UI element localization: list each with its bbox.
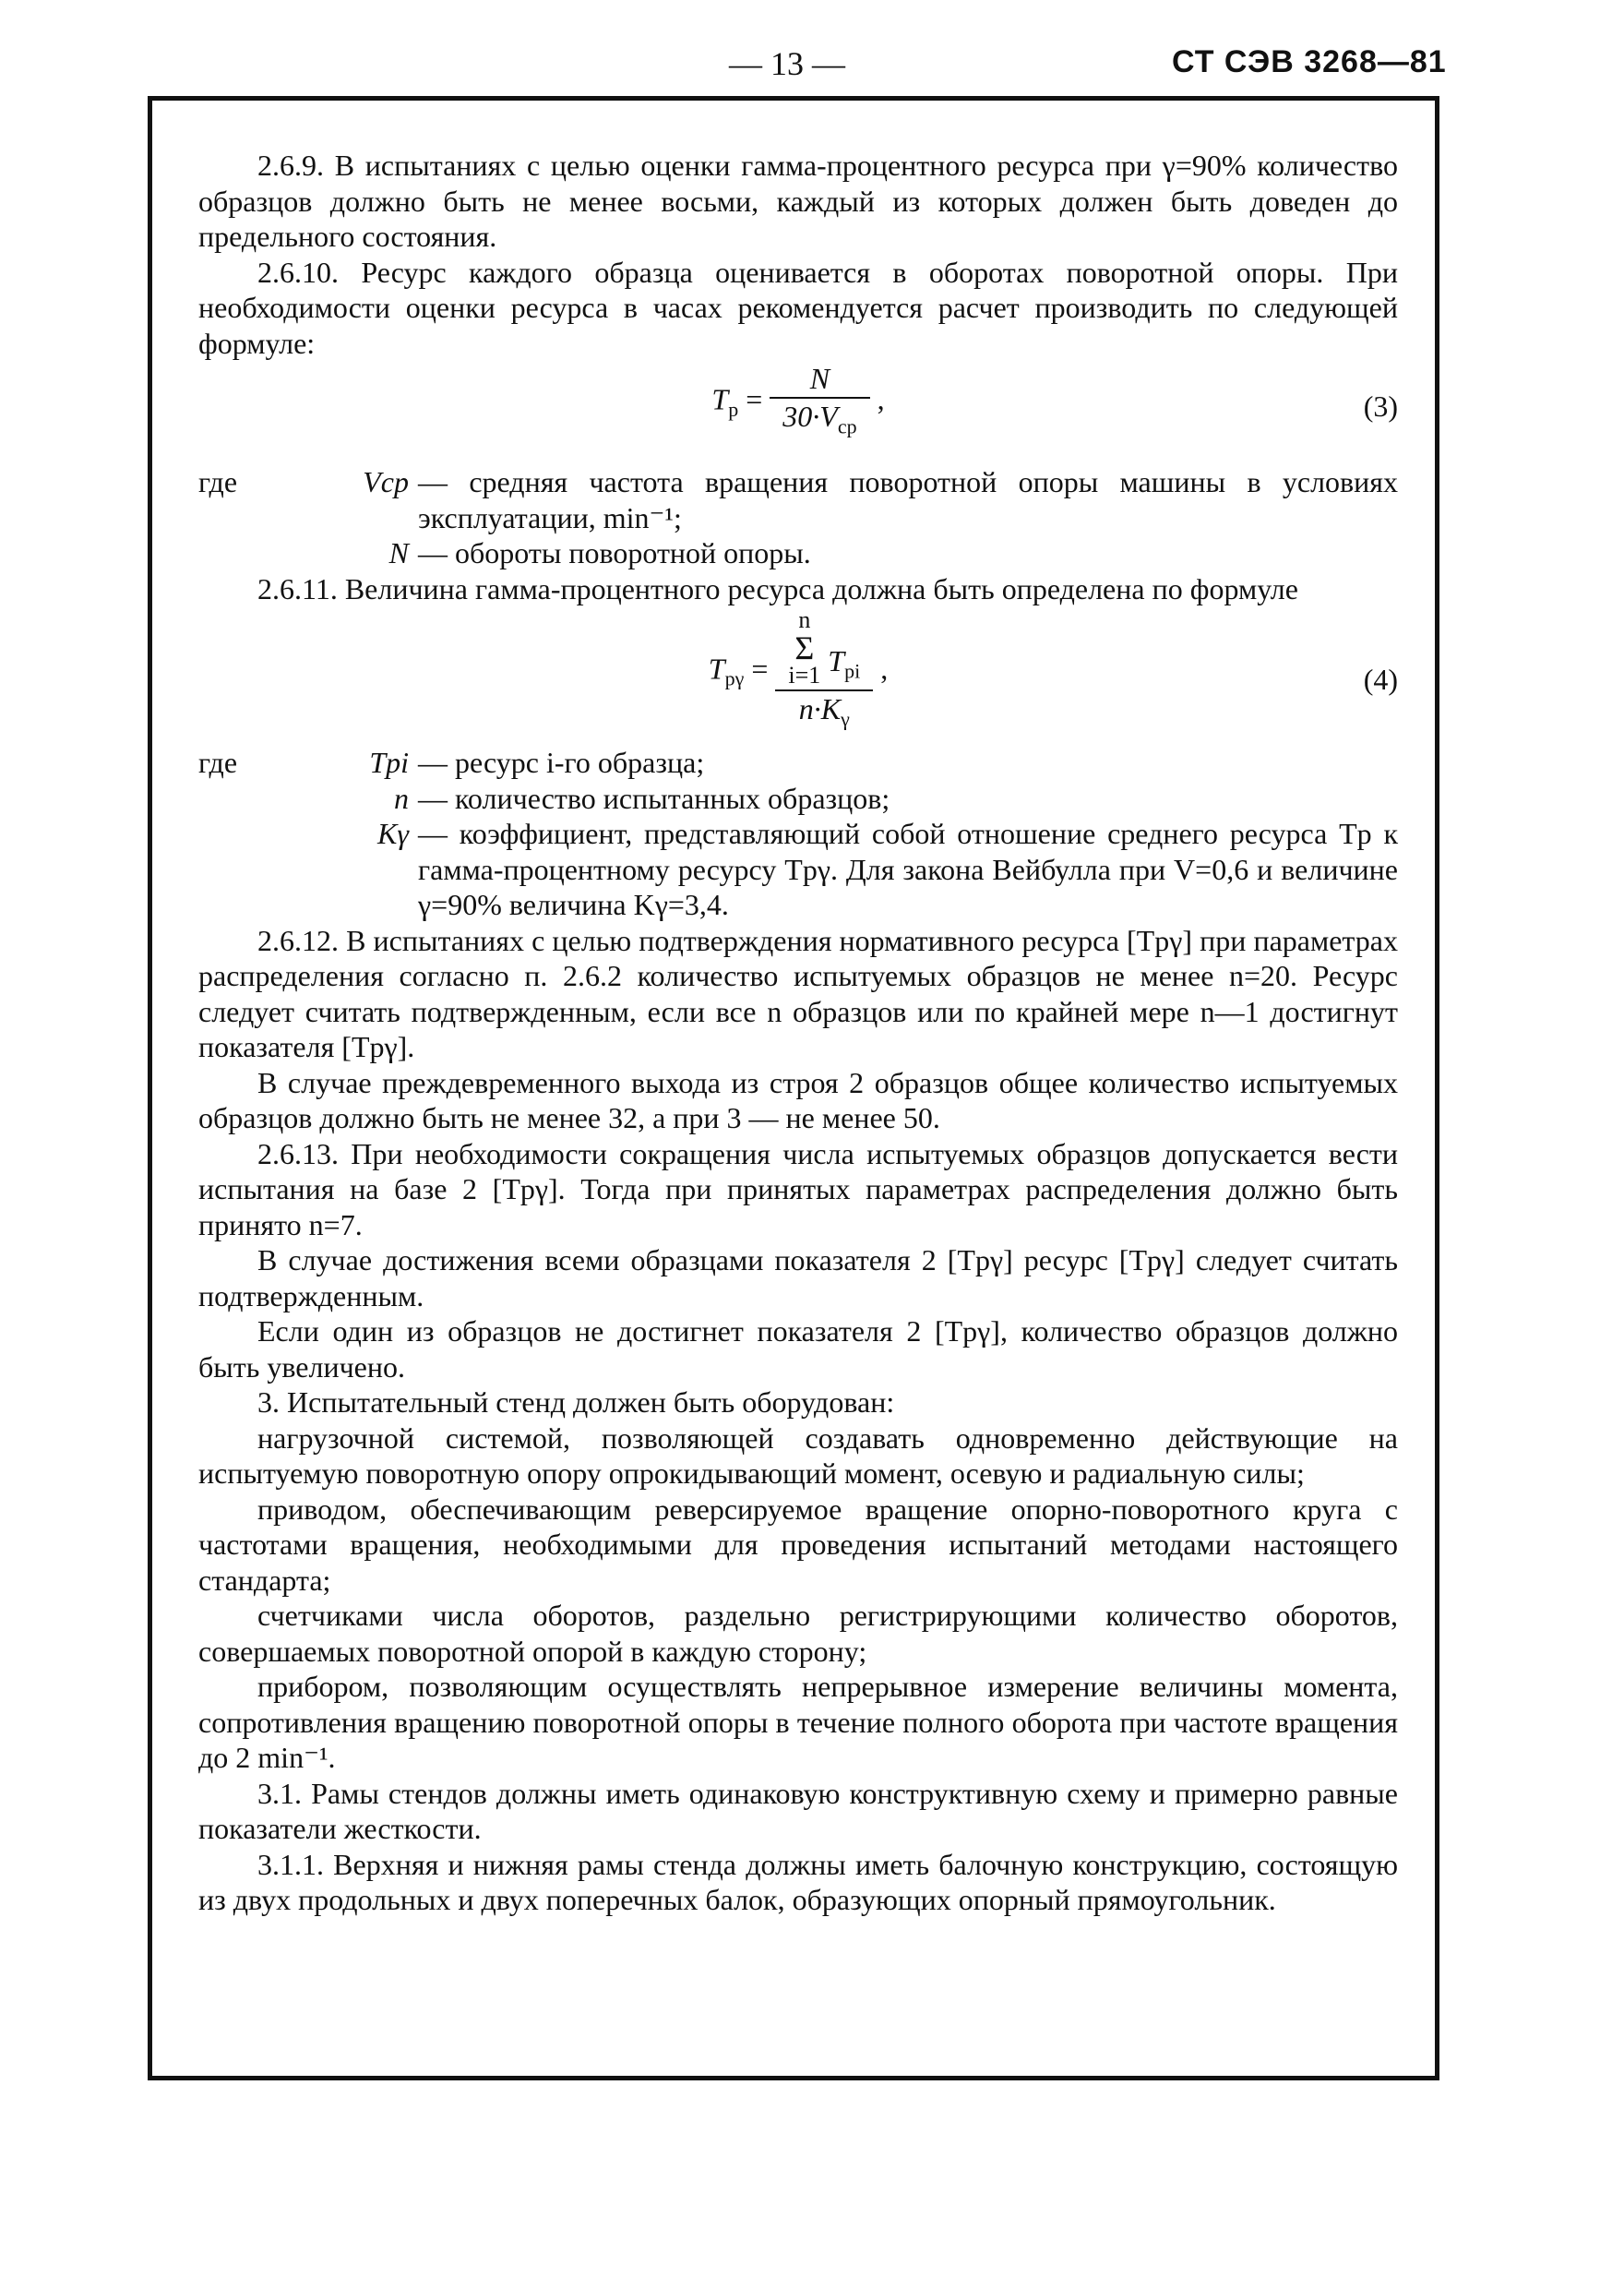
formula-3-lhs-sub: р <box>728 397 739 421</box>
formula-3-eq: = <box>746 382 763 416</box>
formula-3-number: (3) <box>1363 389 1398 423</box>
where-label <box>198 535 291 571</box>
formula-3-tail: , <box>877 382 885 416</box>
paragraph-2-6-13-note: В случае достижения всеми образцами показателя 2 [Tрγ] ресурс [Tрγ] следует считать подтвержденным. <box>198 1243 1398 1312</box>
page-number: — 13 — <box>729 45 845 82</box>
paragraph-2-6-11: 2.6.11. Величина гамма-процентного ресурса должна быть определена по формуле <box>257 571 1298 605</box>
where-symbol: n <box>394 781 409 815</box>
document-code: СТ СЭВ 3268—81 <box>1172 44 1447 79</box>
formula-4-eq: = <box>751 652 769 686</box>
where-symbol: Kγ <box>377 817 409 850</box>
paragraph-3: 3. Испытательный стенд должен быть оборудован: <box>257 1385 895 1419</box>
formula-4-tail: , <box>880 652 889 686</box>
formula-4 <box>198 606 1398 745</box>
paragraph-2-6-10: 2.6.10. Ресурс каждого образца оценивается в оборотах поворотной опоры. При необходимости оценки ресурса в часах рекомендуется расчет производить по следующей формуле: <box>198 255 1398 360</box>
paragraph-3-1: 3.1. Рамы стендов должны иметь одинаковую конструктивную схему и примерно равные показатели жесткости. <box>198 1776 1398 1845</box>
where-description: — коэффициент, представляющий собой отношение среднего ресурса Tр к гамма-процентному ресурсу Tрγ. Для закона Вейбулла при V=0,6 и величине γ=90% величина Kγ=3,4. <box>418 817 1398 921</box>
formula-4-legend <box>198 745 1398 923</box>
where-symbol: Tрi <box>369 746 409 779</box>
where-label: где <box>198 746 238 779</box>
formula-3 <box>198 361 1398 464</box>
formula-4-fraction <box>775 606 873 737</box>
paragraph-3-1-1: 3.1.1. Верхняя и нижняя рамы стенда должны иметь балочную конструкцию, состоящую из двух продольных и двух поперечных балок, образующих опорный прямоугольник. <box>198 1847 1398 1916</box>
paragraph-2-6-12-note: В случае преждевременного выхода из строя 2 образцов общее количество испытуемых образцов должно быть не менее 32, а при 3 — не менее 50. <box>198 1065 1398 1134</box>
document-body <box>198 148 1398 1918</box>
formula-4-lhs: T <box>708 652 725 686</box>
formula-3-numerator: N <box>770 361 869 399</box>
where-description: — ресурс i-го образца; <box>418 746 705 779</box>
where-label <box>198 781 291 817</box>
paragraph-2-6-9: 2.6.9. В испытаниях с целью оценки гамма-процентного ресурса при γ=90% количество образцов должно быть не менее восьми, каждый из которых должен быть доведен до предельного состояния. <box>198 149 1398 253</box>
formula-4-denominator: $n\cdot K_\gamma$ <box>798 692 850 731</box>
list-item-load-system: нагрузочной системой, позволяющей создавать одновременно действующие на испытуемую поворотную опору опрокидывающий момент, осевую и радиальную силы; <box>198 1420 1398 1490</box>
paragraph-2-6-12: 2.6.12. В испытаниях с целью подтверждения нормативного ресурса [Tрγ] при параметрах распределения согласно п. 2.6.2 количество испытуемых образцов не менее n=20. Ресурс следует считать подтвержденным, если все n образцов или по крайней мере n—1 достигнут показателя [Tрγ]. <box>198 923 1398 1063</box>
list-item-counters: счетчиками числа оборотов, раздельно регистрирующими количество оборотов, совершаемых поворотной опорой в каждую сторону; <box>198 1599 1398 1668</box>
formula-4-lhs-sub: рγ <box>724 666 745 690</box>
where-symbol: Vср <box>363 465 409 498</box>
where-label <box>198 816 291 923</box>
formula-3-fraction <box>770 361 869 444</box>
paragraph-2-6-13-note2: Если один из образцов не достигнет показателя 2 [Tрγ], количество образцов должно быть увеличено. <box>198 1314 1398 1384</box>
formula-4-numerator: n Σ i=1 $T_{рi}$ <box>775 606 873 691</box>
list-item-instrument: прибором, позволяющим осуществлять непрерывное измерение величины момента, сопротивления вращению поворотной опоры в течение полного оборота при частоте вращения до 2 min⁻¹. <box>198 1670 1398 1774</box>
formula-4-number: (4) <box>1363 663 1398 696</box>
sum-operator: n Σ i=1 <box>788 606 821 689</box>
where-description: — обороты поворотной опоры. <box>418 536 811 569</box>
list-item-drive: приводом, обеспечивающим реверсируемое вращение опорно-поворотного круга с частотами вращения, необходимыми для проведения испытаний методами настоящего стандарта; <box>198 1492 1398 1597</box>
formula-3-legend <box>198 464 1398 571</box>
where-description: — средняя частота вращения поворотной опоры машины в условиях эксплуатации, min⁻¹; <box>418 465 1398 534</box>
where-symbol: N <box>388 536 409 569</box>
formula-3-denominator: $30\cdot V_{ср}$ <box>782 399 857 437</box>
where-description: — количество испытанных образцов; <box>418 781 890 815</box>
paragraph-2-6-13: 2.6.13. При необходимости сокращения числа испытуемых образцов допускается вести испытания на базе 2 [Tрγ]. Тогда при принятых параметрах распределения должно быть принято n=7. <box>198 1136 1398 1241</box>
where-label: где <box>198 465 238 498</box>
formula-3-lhs: T <box>711 382 729 416</box>
